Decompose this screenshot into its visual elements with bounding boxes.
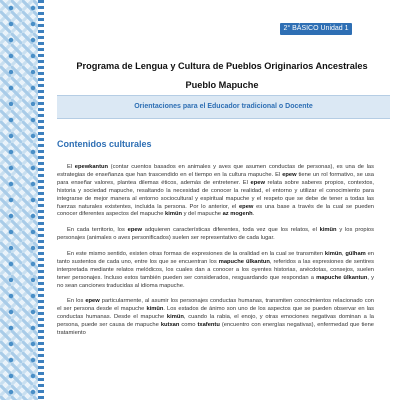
- text-run: relata sobre saberes propios, contextos, historia y sociedad mapuche, resaltando la necesidad de conocer la realidad, el entorno y utilizar el conocimiento para integrarse de mejor manera al entorno sociocultural y espiritual mapuche y el respeto que se debe de tener a todas las fuerzas naturales existentes, incluida la persona. Por lo anterior, el: [57, 179, 374, 210]
- body-text: [57, 164, 374, 346]
- text-run: . Los estados de ánimo son uno de los aspectos que se pueden observar en las conductas humanas. Desde el mapuche: [57, 306, 375, 321]
- text-run: como: [179, 322, 198, 329]
- bold-term: kimün: [165, 211, 182, 218]
- bold-term: az mogenh: [222, 211, 253, 218]
- bold-term: txafentu: [197, 322, 220, 329]
- text-run: tiene un rol formativo, se usa para enseñar valores, plantea dilemas éticos, además de entretener. El: [57, 171, 374, 186]
- text-run: (contar cuentos basados en animales y aves que asumen conductas de personas), es una de las estrategias de enseñanza que han trascendido en el tiempo en la cultura mapuche. El: [57, 164, 375, 178]
- paragraph: [57, 227, 374, 243]
- bold-term: epew: [282, 171, 297, 178]
- page-subtitle: Pueblo Mapuche: [185, 80, 259, 90]
- bold-term: kutxan: [160, 322, 180, 329]
- text-run: En este mismo sentido, existen otras formas de expresiones de la oralidad en la cual se transmiten: [67, 250, 325, 257]
- bold-term: epew: [238, 203, 254, 210]
- unit-badge: 2° BÁSICO Unidad 1: [280, 23, 352, 35]
- bold-term: kimün: [319, 227, 337, 234]
- section-heading: Contenidos culturales: [57, 139, 152, 149]
- text-run: En cada territorio, los: [67, 227, 128, 234]
- bold-term: epew: [85, 298, 100, 305]
- bold-term: mapuche ülkantun: [218, 258, 270, 265]
- text-run: En los: [67, 298, 86, 305]
- text-run: en tanto sustentos de cada uno, entre los que se encuentran los: [57, 250, 375, 265]
- orientation-banner: Orientaciones para el Educador tradicional o Docente: [57, 95, 390, 119]
- bold-term: mapuche ülkantun: [316, 274, 368, 281]
- paragraph: [57, 251, 374, 291]
- page-title: Programa de Lengua y Cultura de Pueblos Originarios Ancestrales: [76, 61, 368, 71]
- bold-term: kimün: [166, 314, 184, 321]
- text-run: adquieren características diferentes, toda vez que los relatos, el: [142, 227, 320, 234]
- paragraph: [57, 164, 374, 219]
- text-run: es una base a través de la cual se pueden conocer diferentes aspectos del mapuche: [57, 203, 374, 218]
- bold-term: epewkantun: [74, 164, 109, 170]
- text-run: (encuentro con energías negativas), enfermedad que tiene tratamiento: [57, 322, 374, 336]
- text-run: y los propios personajes (animales o aves personificados) suelen ser representativo de cada lugar.: [57, 227, 374, 242]
- text-run: , cuando la rabia, el enojo, y otras emociones negativas dominan a la persona, puede ser causa de mapuche: [57, 314, 374, 329]
- text-run: y del mapuche: [181, 211, 223, 218]
- paragraph: [57, 298, 374, 338]
- text-run: particularmente, al asumir los personajes conductas humanas, transmiten conocimientos relacionado con el ser persona desde el mapuche: [57, 298, 374, 313]
- text-run: El: [67, 164, 75, 170]
- bold-term: gülham: [345, 250, 366, 257]
- text-run: .: [252, 211, 255, 218]
- bold-term: epew: [127, 227, 143, 234]
- bold-term: epew: [250, 179, 265, 186]
- text-run: , referidos a las expresiones de sentires interpretada mediante relatos melódicos, los cuales dan a conocer a los oyentes historias, anécdotas, consejos, suelen tener personajes. Incluso estos también pueden ser considerados, resguardando que respondan a: [57, 258, 374, 281]
- text-run: , y no sean canciones traducidas al idioma mapuche.: [57, 274, 374, 289]
- bold-term: kimün: [146, 306, 164, 313]
- bold-term: kimün: [324, 250, 342, 257]
- text-run: ,: [341, 250, 346, 257]
- decorative-border: [0, 0, 44, 400]
